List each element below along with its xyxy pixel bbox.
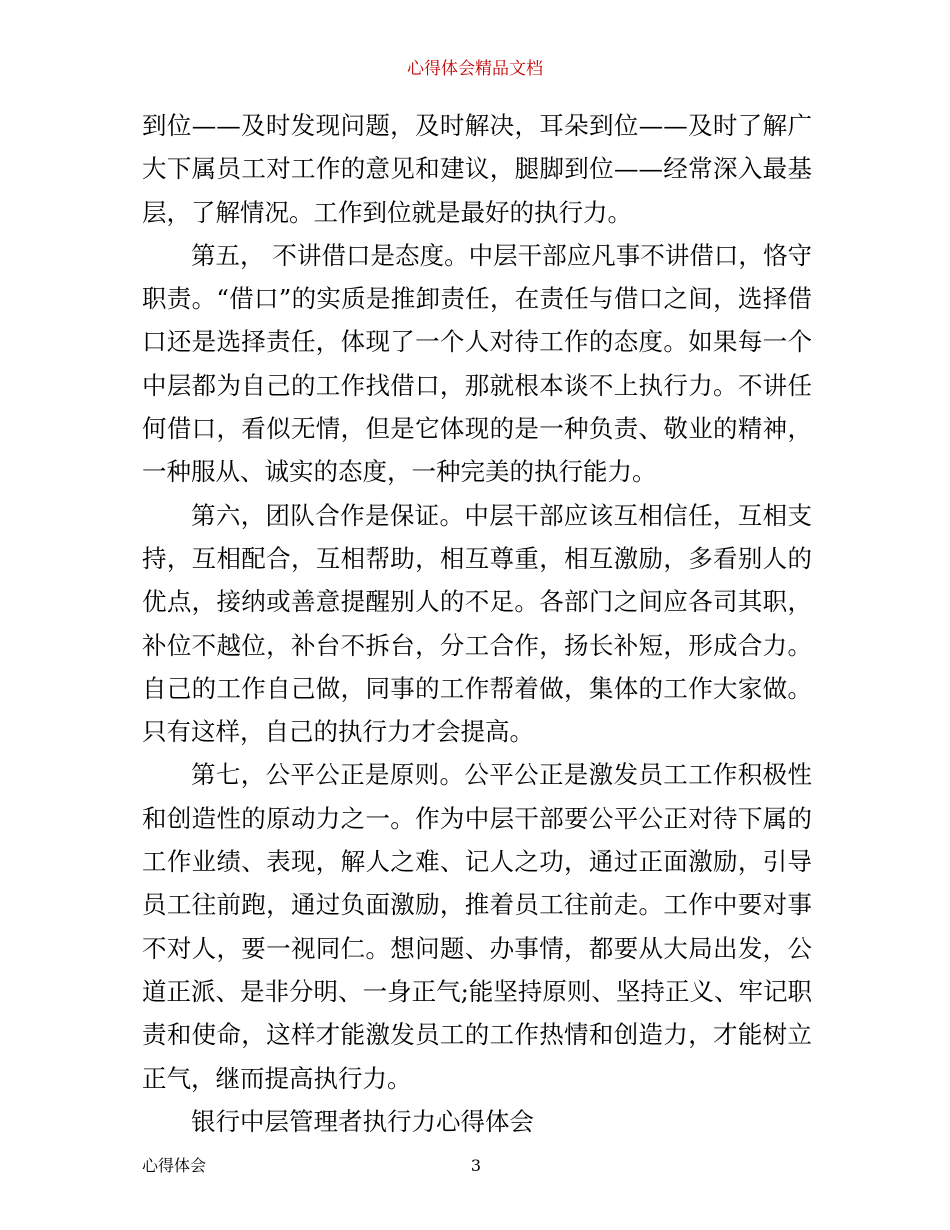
document-body [142,104,812,1143]
header-title: 心得体会精品文档 [407,59,543,79]
paragraph-1: 到位——及时发现问题，及时解决，耳朵到位——及时了解广大下属员工对工作的意见和建议，腿脚到位——经常深入最基层，了解情况。工作到位就是最好的执行力。 [142,111,812,227]
section-heading: 银行中层管理者执行力心得体会 [191,1106,534,1136]
footer-label: 心得体会 [142,1156,207,1175]
paragraph-2: 第五， 不讲借口是态度。中层干部应凡事不讲借口，恪守职责。“借口”的实质是推卸责任，在责任与借口之间，选择借口还是选择责任，体现了一个人对待工作的态度。如果每一个中层都为自己的工作找借口，那就根本谈不上执行力。不讲任何借口，看似无情，但是它体现的是一种负责、敬业的精神，一种服从、诚实的态度，一种完美的执行能力。 [142,240,812,487]
paragraph-4: 第七，公平公正是原则。公平公正是激发员工工作积极性和创造性的原动力之一。作为中层干部要公平公正对待下属的工作业绩、表现，解人之难、记人之功，通过正面激励，引导员工往前跑，通过负面激励，推着员工往前走。工作中要对事不对人，要一视同仁。想问题、办事情，都要从大局出发，公道正派、是非分明、一身正气;能坚持原则、坚持正义、牢记职责和使命，这样才能激发员工的工作热情和创造力，才能树立正气，继而提高执行力。 [142,760,812,1093]
page-number: 3 [470,1156,482,1175]
paragraph-3: 第六，团队合作是保证。中层干部应该互相信任，互相支持，互相配合，互相帮助，相互尊重，相互激励，多看别人的优点，接纳或善意提醒别人的不足。各部门之间应各司其职，补位不越位，补台不拆台，分工合作，扬长补短，形成合力。自己的工作自己做，同事的工作帮着做，集体的工作大家做。只有这样，自己的执行力才会提高。 [142,500,812,747]
